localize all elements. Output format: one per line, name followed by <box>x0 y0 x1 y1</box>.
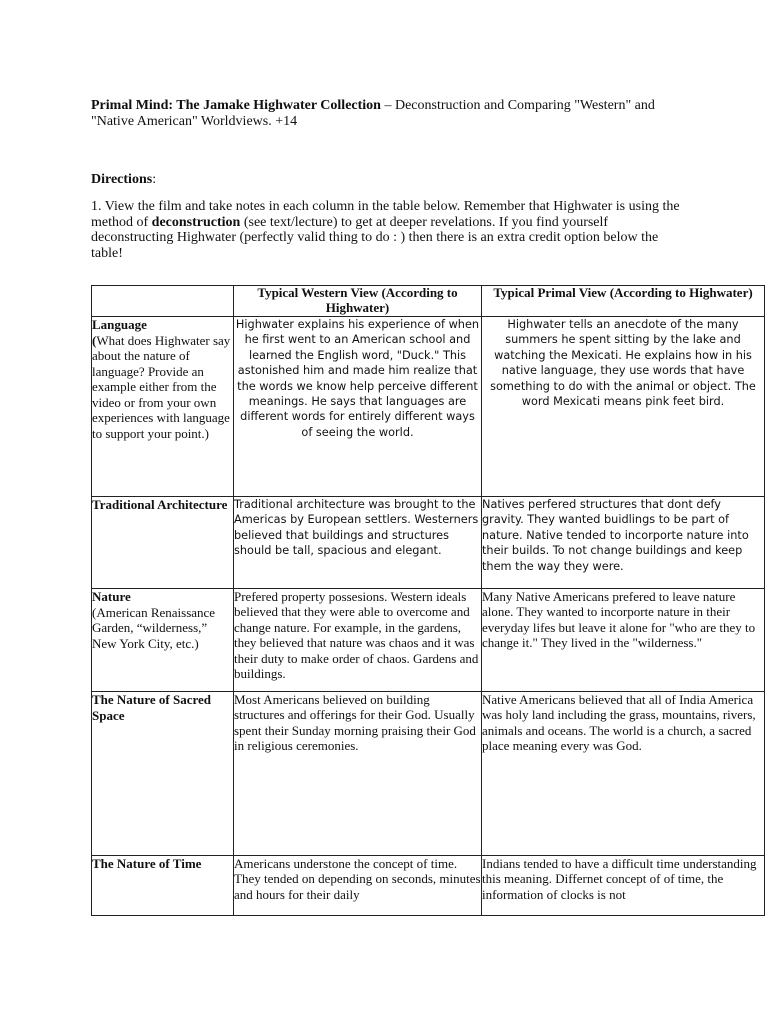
western-view-cell: Most Americans believed on building structures and offerings for their God. Usually spent their Sunday morning praising their God in religious ceremonies. <box>234 692 482 856</box>
row-label-subtitle: What does Highwater say about the nature of language? Provide an example either from the video or from your own experiences with language to support your point.) <box>92 332 231 441</box>
primal-view-cell: Highwater tells an anecdote of the many summers he spent sitting by the lake and watching the Mexicati. He explains how in his native language, they use words that have something to do with the animal or object. The word Mexicati means pink feet bird. <box>482 317 765 497</box>
row-label-cell <box>92 317 234 497</box>
row-label-cell <box>92 856 234 916</box>
title-bold: Primal Mind: The Jamake Highwater Collection <box>91 98 381 113</box>
header-primal-view: Typical Primal View (According to Highwater) <box>482 286 765 317</box>
table-header-row <box>92 286 765 317</box>
primal-view-cell: Indians tended to have a difficult time understanding this meaning. Differnet concept of of time, the information of clocks is not <box>482 856 765 916</box>
western-view-cell: Highwater explains his experience of when he first went to an American school and learned the English word, "Duck." This astonished him and made him realize that the words we know help perceive different meanings. He says that languages are different words for entirely different ways of seeing the world. <box>234 317 482 497</box>
row-label-cell <box>92 497 234 589</box>
table-row-language <box>92 317 765 497</box>
row-label-title: Nature <box>92 589 131 604</box>
row-label-cell <box>92 692 234 856</box>
row-label-subtitle: (American Renaissance Garden, “wilderness,” New York City, etc.) <box>92 604 216 651</box>
row-label-paren: ( <box>92 332 97 348</box>
directions-colon: : <box>152 172 157 187</box>
row-label-cell <box>92 589 234 692</box>
row-label-title: The Nature of Sacred Space <box>92 692 212 723</box>
title-subtitle: – Deconstruction and Comparing "Western" and "Native American" Worldviews. +14 <box>91 98 655 129</box>
table-row-nature <box>92 589 765 692</box>
header-empty-cell <box>92 286 234 317</box>
western-view-cell: Americans understone the concept of time. They tended on depending on seconds, minutes and hours for their daily <box>234 856 482 916</box>
table-row-time <box>92 856 765 916</box>
primal-view-cell: Natives perfered structures that dont defy gravity. They wanted buidlings to be part of nature. Native tended to incorporte nature into their builds. To not change buildings and keep them the way they were. <box>482 497 765 589</box>
table-row-sacred-space <box>92 692 765 856</box>
worldviews-table <box>91 285 765 916</box>
directions-heading <box>91 172 156 188</box>
table-row-architecture <box>92 497 765 589</box>
primal-view-cell: Many Native Americans prefered to leave nature alone. They wanted to incorporte nature in their everyday lifes but leave it alone for "who are they to change it." They lived in the "wilderness." <box>482 589 765 692</box>
primal-view-cell: Native Americans believed that all of India America was holy land including the grass, mountains, rivers, animals and oceans. The world is a church, a sacred place meaning every was God. <box>482 692 765 856</box>
instructions-part2: (see text/lecture) to get at deeper revelations. If you find yourself deconstructing Highwater (perfectly valid thing to do : ) then there is an extra credit option below the table! <box>91 214 659 261</box>
row-label-title: Traditional Architecture <box>92 497 228 512</box>
instructions-bold-term: deconstruction <box>151 214 241 230</box>
western-view-cell: Prefered property possesions. Western ideals believed that they were able to overcome and change nature. For example, in the gardens, they believed that nature was chaos and it was their duty to make order of chaos. Gardens and buildings. <box>234 589 482 692</box>
instructions-paragraph <box>91 199 691 261</box>
western-view-cell: Traditional architecture was brought to the Americas by European settlers. Westerners believed that buildings and structures should be tall, spacious and elegant. <box>234 497 482 589</box>
row-label-title: Language <box>92 317 147 332</box>
directions-label: Directions <box>91 172 153 187</box>
header-western-view: Typical Western View (According to Highwater) <box>234 286 482 317</box>
document-title <box>91 98 691 130</box>
instructions-part1: 1. View the film and take notes in each column in the table below. Remember that Highwater is using the method of <box>91 199 680 230</box>
row-label-title: The Nature of Time <box>92 856 202 871</box>
